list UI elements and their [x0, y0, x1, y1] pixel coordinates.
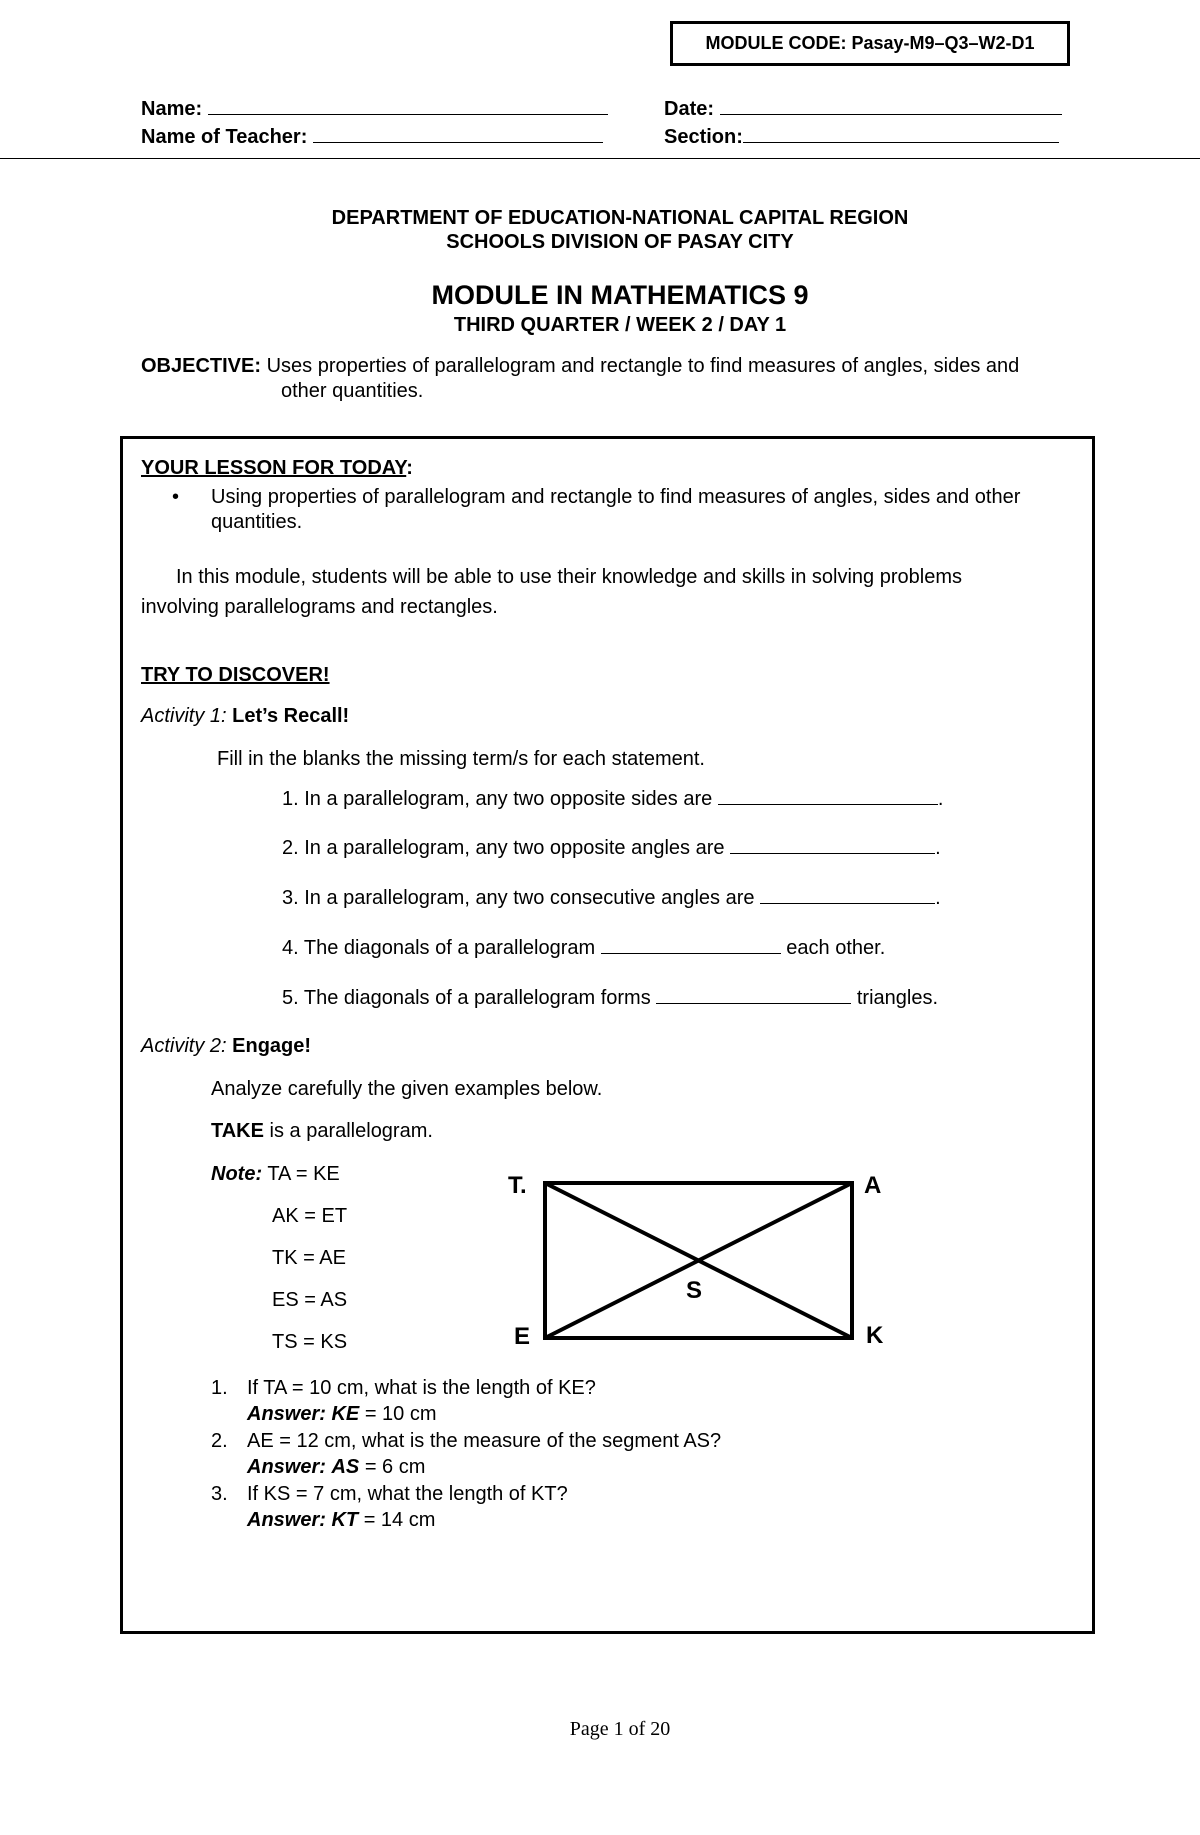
answer-3	[247, 1508, 435, 1533]
page-number: Page 1 of 20	[569, 1718, 671, 1740]
question-2: AE = 12 cm, what is the measure of the segment AS?	[247, 1430, 722, 1452]
objective-text-line2: other quantities.	[281, 380, 424, 402]
statement-3-post: .	[935, 887, 941, 909]
activity1-instruction: Fill in the blanks the missing term/s for each statement.	[217, 748, 705, 770]
teacher-field	[141, 124, 603, 149]
parallelogram-figure	[500, 1160, 900, 1360]
statement-2-blank[interactable]	[730, 835, 935, 854]
section-field	[664, 124, 1059, 149]
take-rest: is a parallelogram.	[263, 1120, 433, 1142]
answer-label: Answer:	[247, 1403, 326, 1425]
activity1-label: Activity 1:	[141, 705, 227, 727]
statement-5	[282, 985, 938, 1011]
note-label: Note:	[211, 1163, 263, 1185]
module-code: MODULE CODE: Pasay-M9–Q3–W2-D1	[705, 33, 1035, 53]
module-title: MODULE IN MATHEMATICS 9	[431, 280, 809, 310]
statement-1-text: 1. In a parallelogram, any two opposite sides are	[282, 788, 713, 810]
answer-value: = 10 cm	[359, 1403, 437, 1425]
statement-3-blank[interactable]	[760, 885, 935, 904]
teacher-blank[interactable]	[313, 124, 603, 143]
answer-variable: KT	[331, 1509, 359, 1531]
note-equation: TA = KE	[267, 1163, 340, 1185]
activity2-label: Activity 2:	[141, 1035, 227, 1057]
note-equation: AK = ET	[272, 1205, 348, 1227]
lesson-intro-line1: In this module, students will be able to use their knowledge and skills in solving problems	[176, 566, 962, 588]
answer-2	[247, 1455, 425, 1480]
activity2-title: Engage!	[232, 1035, 312, 1057]
lesson-bullet-line2: quantities.	[211, 511, 303, 533]
note-equation: ES = AS	[272, 1289, 348, 1311]
quarter-title: THIRD QUARTER / WEEK 2 / DAY 1	[453, 314, 787, 336]
statement-3-text: 3. In a parallelogram, any two consecutive angles are	[282, 887, 755, 909]
statement-2	[282, 835, 941, 861]
activity1-heading	[141, 704, 349, 729]
analyze-text: Analyze carefully the given examples below.	[211, 1078, 603, 1100]
objective-text-line1: Uses properties of parallelogram and rectangle to find measures of angles, sides and	[266, 355, 1020, 377]
center-label-s: S	[686, 1277, 703, 1304]
date-label: Date:	[664, 98, 715, 120]
statement-4	[282, 935, 885, 961]
take-name: TAKE	[211, 1120, 264, 1142]
statement-4-blank[interactable]	[601, 935, 781, 954]
date-field	[664, 96, 1062, 121]
lesson-heading	[141, 456, 413, 481]
statement-4-text: 4. The diagonals of a parallelogram	[282, 937, 596, 959]
note-line-1	[211, 1162, 340, 1187]
statement-2-post: .	[935, 837, 941, 859]
answer-label: Answer:	[247, 1456, 326, 1478]
answer-variable: AS	[331, 1456, 360, 1478]
question-1: If TA = 10 cm, what is the length of KE?	[247, 1377, 596, 1399]
question-number: 2.	[211, 1430, 228, 1452]
vertex-label-a: A	[864, 1172, 882, 1199]
lesson-intro-line2: involving parallelograms and rectangles.	[141, 596, 498, 618]
answer-value: = 14 cm	[358, 1509, 436, 1531]
name-label: Name:	[141, 98, 203, 120]
answer-variable: KE	[331, 1403, 360, 1425]
question-number: 1.	[211, 1377, 228, 1399]
answer-1	[247, 1402, 437, 1427]
teacher-label: Name of Teacher:	[141, 126, 308, 148]
division-title: SCHOOLS DIVISION OF PASAY CITY	[446, 231, 794, 253]
name-field	[141, 96, 608, 121]
module-code-box	[670, 21, 1070, 66]
lesson-heading-text: YOUR LESSON FOR TODAY	[141, 457, 407, 479]
vertex-label-k: K	[866, 1322, 884, 1349]
activity1-title: Let’s Recall!	[232, 705, 350, 727]
discover-heading: TRY TO DISCOVER!	[141, 664, 330, 686]
lesson-bullet-line1: Using properties of parallelogram and rectangle to find measures of angles, sides and other	[211, 486, 1021, 508]
header-divider	[0, 158, 1200, 159]
vertex-label-e: E	[514, 1323, 531, 1350]
objective	[141, 354, 1101, 404]
statement-5-blank[interactable]	[656, 985, 851, 1004]
answer-value: = 6 cm	[359, 1456, 426, 1478]
statement-1-blank[interactable]	[718, 786, 938, 805]
statement-5-post: triangles.	[856, 987, 939, 1009]
activity2-heading	[141, 1034, 311, 1059]
date-blank[interactable]	[720, 96, 1062, 115]
answer-label: Answer:	[247, 1509, 326, 1531]
statement-1-post: .	[937, 788, 944, 810]
question-3: If KS = 7 cm, what the length of KT?	[247, 1483, 568, 1505]
statement-4-post: each other.	[786, 937, 886, 959]
lesson-heading-colon: :	[406, 457, 413, 479]
note-equation: TK = AE	[272, 1247, 346, 1269]
lesson-bullet-mark: •	[172, 486, 180, 508]
vertex-label-t: T.	[508, 1172, 527, 1199]
lesson-bullet	[211, 485, 1091, 535]
department-title: DEPARTMENT OF EDUCATION-NATIONAL CAPITAL REGION	[331, 207, 909, 229]
statement-1	[282, 786, 943, 812]
take-statement	[211, 1119, 433, 1144]
question-number: 3.	[211, 1483, 228, 1505]
statement-2-text: 2. In a parallelogram, any two opposite angles are	[282, 837, 725, 859]
section-label: Section:	[664, 126, 743, 148]
statement-3	[282, 885, 941, 911]
section-blank[interactable]	[743, 124, 1059, 143]
note-equation: TS = KS	[272, 1331, 348, 1353]
objective-label: OBJECTIVE:	[141, 355, 262, 377]
name-blank[interactable]	[208, 96, 608, 115]
statement-5-text: 5. The diagonals of a parallelogram forms	[282, 987, 651, 1009]
